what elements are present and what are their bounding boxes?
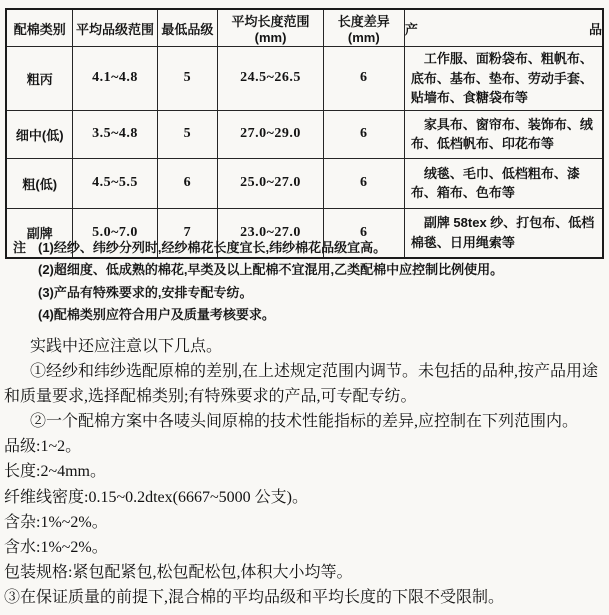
- paragraph-item-2: ②一个配棉方案中各唛头间原棉的技术性能指标的差异,应控制在下列范围内。: [30, 413, 579, 431]
- cell-products: 家具布、窗帘布、装饰布、绒布、低档帆布、印花布等: [404, 110, 603, 158]
- note-text: (1)经纱、纬纱分列时,经纱棉花长度宜长,纬纱棉花品级宜高。: [38, 240, 387, 255]
- cell-grade-range: 3.5~4.8: [73, 110, 157, 158]
- cell-length-diff: 6: [323, 208, 404, 258]
- body-text: [4, 334, 607, 610]
- paragraph-intro: 实践中还应注意以下几点。: [30, 338, 223, 355]
- cell-min-grade: 5: [157, 47, 218, 111]
- cell-products: 工作服、面粉袋布、粗帆布、底布、基布、垫布、劳动手套、贴墙布、食糖袋布等: [404, 47, 603, 111]
- note-line: [13, 237, 603, 259]
- cell-length-range: 27.0~29.0: [218, 110, 323, 158]
- paragraph-packing: 包装规格:紧包配紧包,松包配松包,体积大小均等。: [4, 563, 353, 581]
- cell-category: 细中(低): [6, 110, 73, 158]
- table-row: [6, 110, 603, 158]
- cell-length-diff: 6: [323, 158, 404, 208]
- cell-grade-range: 4.1~4.8: [73, 47, 157, 111]
- header-length-diff: 长度差异(mm): [323, 9, 404, 47]
- cell-length-diff: 6: [323, 110, 404, 158]
- paragraph-impurity: 含杂:1%~2%。: [4, 513, 108, 531]
- notes-label: 注: [13, 240, 27, 255]
- note-line: [13, 282, 603, 304]
- note-text: (2)超细度、低成熟的棉花,早类及以上配棉不宜混用,乙类配棉中应控制比例使用。: [38, 262, 504, 278]
- cell-length-range: 24.5~26.5: [218, 47, 323, 111]
- paragraph-length: 长度:2~4mm。: [4, 463, 106, 481]
- header-length-range: 平均长度范围(mm): [218, 9, 323, 47]
- table-row: [6, 47, 603, 111]
- table-row: [6, 158, 603, 208]
- note-text: (3)产品有特殊要求的,安排专配专纺。: [38, 284, 253, 300]
- cell-category: 粗(低): [6, 158, 73, 208]
- cell-min-grade: 7: [157, 208, 218, 258]
- note-line: [13, 259, 603, 281]
- table-header-row: [6, 9, 603, 47]
- paragraph-moisture: 含水:1%~2%。: [4, 538, 108, 556]
- header-min-grade: 最低品级: [157, 9, 218, 47]
- table-notes: [13, 237, 603, 326]
- note-text: (4)配棉类别应符合用户及质量考核要求。: [38, 306, 275, 322]
- paragraph-item-1: ①经纱和纬纱选配原棉的差别,在上述规定范围内调节。未包括的品种,按产品用途和质量要求,选择配棉类别;有特殊要求的产品,可专配专纺。: [4, 363, 599, 406]
- cell-min-grade: 5: [157, 110, 218, 158]
- header-products: 产品: [404, 9, 603, 47]
- cotton-blend-spec-table: [5, 8, 604, 259]
- cell-category: 粗丙: [6, 47, 73, 111]
- cell-length-diff: 6: [323, 47, 404, 111]
- cell-products: 副牌 58tex 纱、打包布、低档棉毯、日用绳索等: [404, 208, 603, 258]
- cell-length-range: 25.0~27.0: [218, 158, 323, 208]
- cell-grade-range: 5.0~7.0: [73, 208, 157, 258]
- cell-category: 副牌: [6, 208, 73, 258]
- paragraph-item-3: ③在保证质量的前提下,混合棉的平均品级和平均长度的下限不受限制。: [4, 588, 505, 606]
- paragraph-fiber-density: 纤维线密度:0.15~0.2dtex(6667~5000 公支)。: [4, 488, 308, 506]
- header-category: 配棉类别: [6, 9, 73, 47]
- cell-min-grade: 6: [157, 158, 218, 208]
- paragraph-grade: 品级:1~2。: [4, 438, 82, 456]
- note-line: [13, 304, 603, 326]
- cell-grade-range: 4.5~5.5: [73, 158, 157, 208]
- header-grade-range: 平均品级范围: [73, 9, 157, 47]
- cell-length-range: 23.0~27.0: [218, 208, 323, 258]
- cell-products: 绒毯、毛巾、低档粗布、漆布、箱布、色布等: [404, 158, 603, 208]
